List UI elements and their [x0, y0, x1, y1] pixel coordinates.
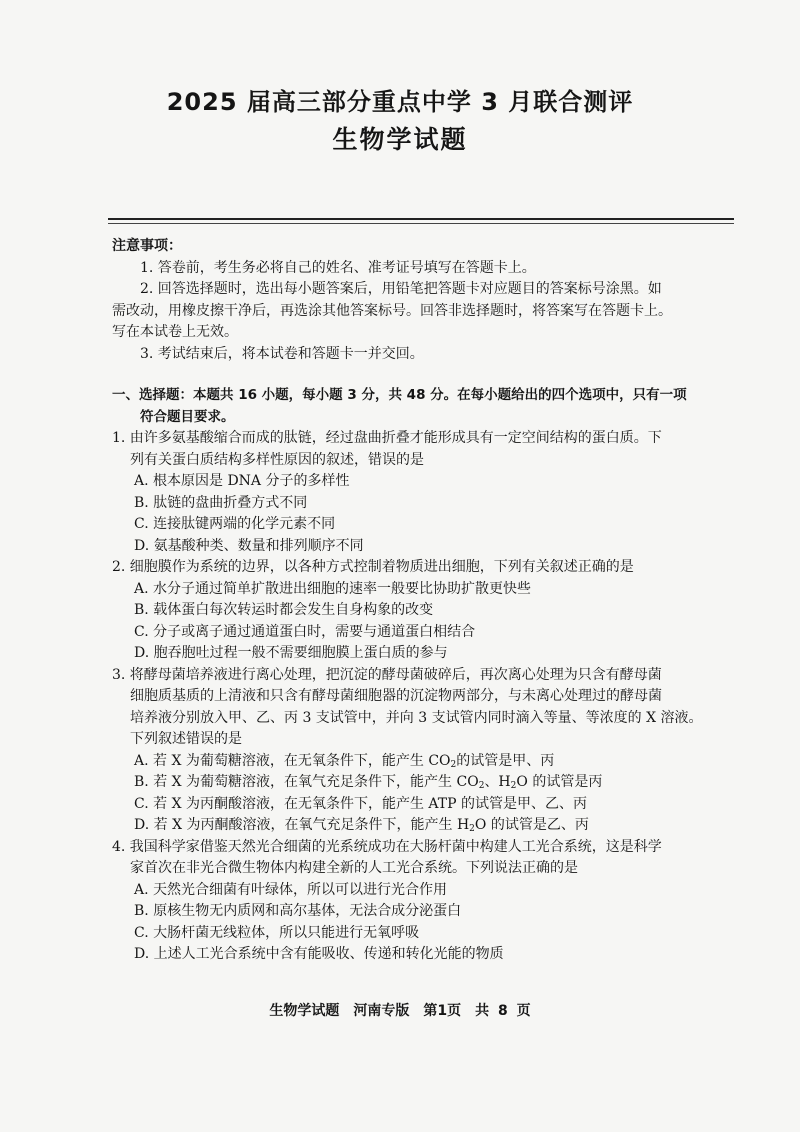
subscript: 2 — [469, 824, 475, 834]
notes-item-2-line-2: 需改动，用橡皮擦干净后，再选涂其他答案标号。回答非选择题时，将答案写在答题卡上。 — [112, 302, 672, 319]
question-2-option-a: A. 水分子通过简单扩散进出细胞的速率一般要比协助扩散更快些 — [134, 580, 532, 597]
section-heading-line-1: 一、选择题：本题共 16 小题，每小题 3 分，共 48 分。在每小题给出的四个选项中，只有一项 — [112, 387, 687, 403]
question-3-stem-line-4: 下列叙述错误的是 — [130, 731, 242, 747]
question-4 — [112, 837, 738, 966]
option-d-text-end: O 的试管是乙、丙 — [474, 817, 589, 833]
question-1-option-a: A. 根本原因是 DNA 分子的多样性 — [134, 473, 350, 489]
question-4-option-b: B. 原核生物无内质网和高尔基体，无法合成分泌蛋白 — [134, 903, 462, 919]
option-b-text-mid: 、H — [484, 774, 511, 790]
section-heading-line-2: 符合题目要求。 — [140, 408, 235, 425]
question-4-option-a: A. 天然光合细菌有叶绿体，所以可以进行光合作用 — [134, 881, 448, 898]
question-3-stem-line-3: 培养液分别放入甲、乙、丙 3 支试管中，并向 3 支试管内同时滴入等量、等浓度的 X 溶液。 — [130, 709, 703, 726]
question-3-option-a — [112, 751, 738, 773]
notes-title: 注意事项： — [112, 238, 182, 254]
question-3-stem-line-2: 细胞质基质的上清液和只含有酵母菌细胞器的沉淀物两部分，与未离心处理过的酵母菌 — [130, 688, 662, 704]
question-2-option-c: C. 分子或离子通过通道蛋白时，需要与通道蛋白相结合 — [134, 623, 476, 640]
notes-block — [112, 236, 738, 365]
option-b-text-end: O 的试管是丙 — [516, 774, 603, 790]
subscript: 2 — [450, 759, 457, 770]
question-3-option-c: C. 若 X 为丙酮酸溶液，在无氧条件下，能产生 ATP 的试管是甲、乙、丙 — [134, 795, 587, 812]
question-4-stem-line-2: 家首次在非光合微生物体内构建全新的人工光合系统。下列说法正确的是 — [130, 860, 578, 876]
header-divider-thick — [108, 218, 734, 220]
subscript: 2 — [478, 781, 485, 791]
question-4-stem-line-1: 4. 我国科学家借鉴天然光合细菌的光系统成功在大肠杆菌中构建人工光合系统，这是科学 — [112, 838, 662, 855]
notes-item-2-line-1: 2. 回答选择题时，选出每小题答案后，用铅笔把答题卡对应题目的答案标号涂黑。如 — [140, 281, 662, 297]
question-2-option-d: D. 胞吞胞吐过程一般不需要细胞膜上蛋白质的参与 — [134, 645, 448, 661]
question-1-stem-line-1: 1. 由许多氨基酸缩合而成的肽链，经过盘曲折叠才能形成具有一定空间结构的蛋白质。下 — [112, 430, 662, 446]
question-1 — [112, 428, 738, 557]
exam-subject: 生物学试题 — [332, 125, 468, 154]
exam-title: 2025 届高三部分重点中学 3 月联合测评 — [166, 88, 634, 116]
question-2-stem-line-1: 2. 细胞膜作为系统的边界，以各种方式控制着物质进出细胞，下列有关叙述正确的是 — [112, 559, 634, 575]
question-1-option-d: D. 氨基酸种类、数量和排列顺序不同 — [134, 537, 364, 554]
question-1-option-c: C. 连接肽键两端的化学元素不同 — [134, 516, 336, 532]
question-1-stem-line-2: 列有关蛋白质结构多样性原因的叙述，错误的是 — [130, 451, 424, 468]
question-4-option-d: D. 上述人工光合系统中含有能吸收、传递和转化光能的物质 — [134, 946, 504, 962]
exam-body — [112, 236, 738, 966]
question-3-option-b — [112, 772, 738, 794]
question-3-option-d — [112, 815, 738, 837]
option-d-text: D. 若 X 为丙酮酸溶液，在氧气充足条件下，能产生 H — [134, 817, 470, 833]
question-2-option-b: B. 载体蛋白每次转运时都会发生自身构象的改变 — [134, 602, 434, 618]
question-1-option-b: B. 肽链的盘曲折叠方式不同 — [134, 494, 308, 511]
question-3-stem-line-1: 3. 将酵母菌培养液进行离心处理，把沉淀的酵母菌破碎后，再次离心处理为只含有酵母菌 — [112, 666, 662, 683]
notes-item-3: 3. 考试结束后，将本试卷和答题卡一并交回。 — [140, 345, 424, 362]
option-a-text-end: 的试管是甲、丙 — [456, 752, 555, 769]
subscript: 2 — [510, 781, 517, 791]
notes-item-2-line-3: 写在本试卷上无效。 — [112, 324, 238, 340]
spacer — [112, 365, 738, 385]
question-3 — [112, 665, 738, 837]
header-divider-thin — [108, 223, 734, 224]
notes-item-1: 1. 答卷前，考生务必将自己的姓名、准考证号填写在答题卡上。 — [140, 259, 536, 276]
question-2 — [112, 557, 738, 665]
page-footer: 生物学试题 河南专版 第1页 共 8 页 — [269, 1003, 531, 1019]
option-b-text: B. 若 X 为葡萄糖溶液，在氧气充足条件下，能产生 CO — [134, 774, 479, 790]
section-heading — [112, 385, 738, 428]
option-a-text: A. 若 X 为葡萄糖溶液，在无氧条件下，能产生 CO — [134, 752, 451, 769]
question-4-option-c: C. 大肠杆菌无线粒体，所以只能进行无氧呼吸 — [134, 924, 420, 941]
